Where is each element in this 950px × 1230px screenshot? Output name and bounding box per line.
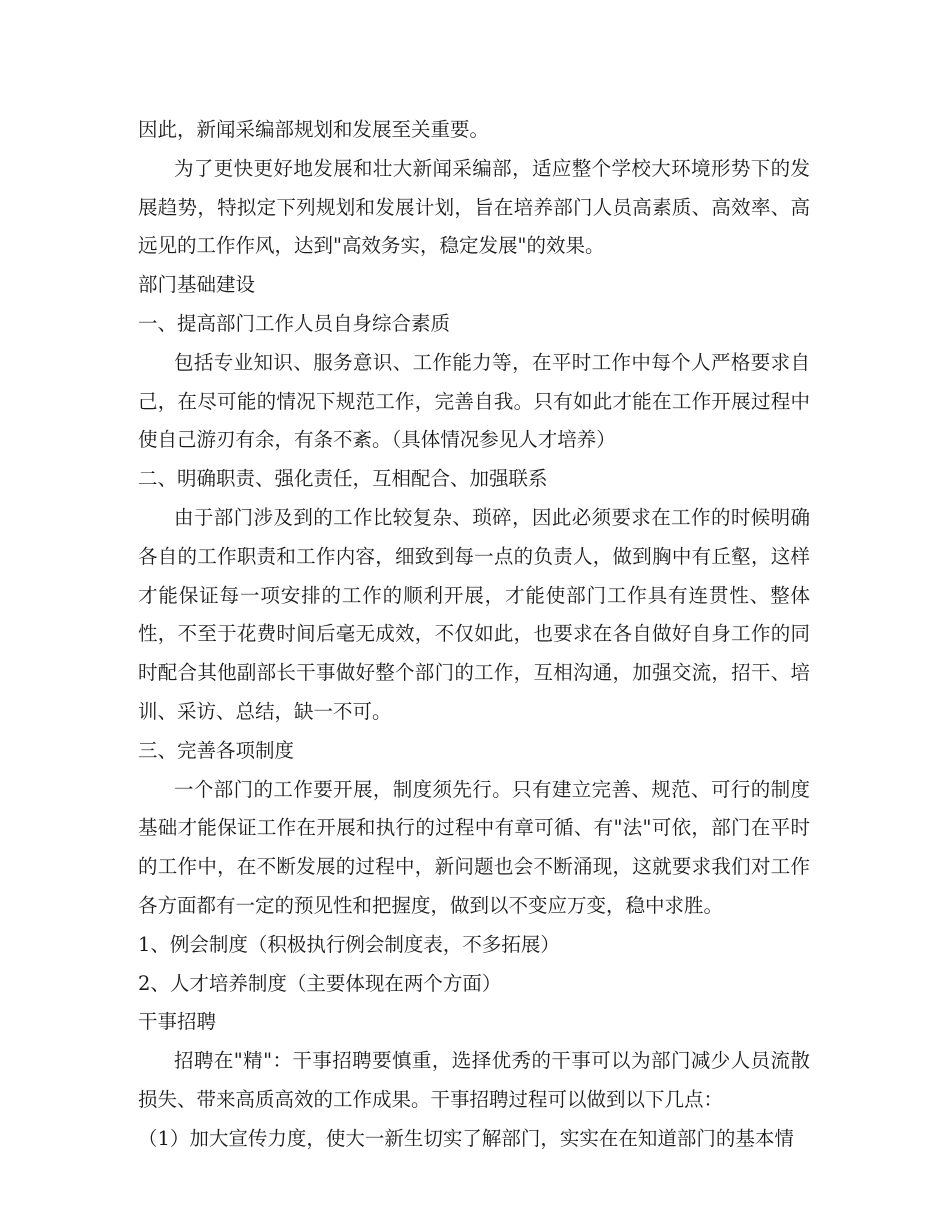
subheading-recruitment: 干事招聘 <box>138 1010 217 1034</box>
document-body <box>138 111 810 1159</box>
paragraph-purpose: 为了更快更好地发展和壮大新闻采编部，适应整个学校大环境形势下的发展趋势，特拟定下列规划和发展计划，旨在培养部门人员高素质、高效率、高远见的工作作风，达到"高效务实，稳定发展"的效果。 <box>138 156 810 258</box>
heading-item-2: 二、明确职责、强化责任，互相配合、加强联系 <box>138 467 548 491</box>
section-heading-foundation: 部门基础建设 <box>138 273 256 297</box>
paragraph-item-3-body: 一个部门的工作要开展，制度须先行。只有建立完善、规范、可行的制度基础才能保证工作在开展和执行的过程中有章可循、有"法"可依，部门在平时的工作中，在不断发展的过程中，新问题也会不断涌现，这就要求我们对工作各方面都有一定的预见性和把握度，做到以不变应万变，稳中求胜。 <box>138 777 810 917</box>
list-item-meeting-system: 1、例会制度（积极执行例会制度表，不多拓展） <box>138 932 560 956</box>
paragraph-recruitment-body: 招聘在"精"：干事招聘要慎重，选择优秀的干事可以为部门减少人员流散损失、带来高质高效的工作成果。干事招聘过程可以做到以下几点： <box>138 1049 810 1111</box>
paragraph-intro-conclusion: 因此，新闻采编部规划和发展至关重要。 <box>138 118 490 141</box>
heading-item-1: 一、提高部门工作人员自身综合素质 <box>138 311 451 335</box>
paragraph-item-1-body: 包括专业知识、服务意识、工作能力等，在平时工作中每个人严格要求自己，在尽可能的情况下规范工作，完善自我。只有如此才能在工作开展过程中使自己游刃有余，有条不紊。（具体情况参见人才培养） <box>138 350 810 452</box>
heading-item-3: 三、完善各项制度 <box>138 738 295 762</box>
list-item-talent-system: 2、人才培养制度（主要体现在两个方面） <box>138 971 502 995</box>
paragraph-item-2-body: 由于部门涉及到的工作比较复杂、琐碎，因此必须要求在工作的时候明确各自的工作职责和工作内容，细致到每一点的负责人，做到胸中有丘壑，这样才能保证每一项安排的工作的顺利开展，才能使部门工作具有连贯性、整体性，不至于花费时间后毫无成效，不仅如此，也要求在各自做好自身工作的同时配合其他副部长干事做好整个部门的工作，互相沟通，加强交流，招干、培训、采访、总结，缺一不可。 <box>138 505 810 723</box>
list-item-recruitment-1: （1）加大宣传力度，使大一新生切实了解部门，实实在在知道部门的基本情 <box>138 1126 794 1150</box>
